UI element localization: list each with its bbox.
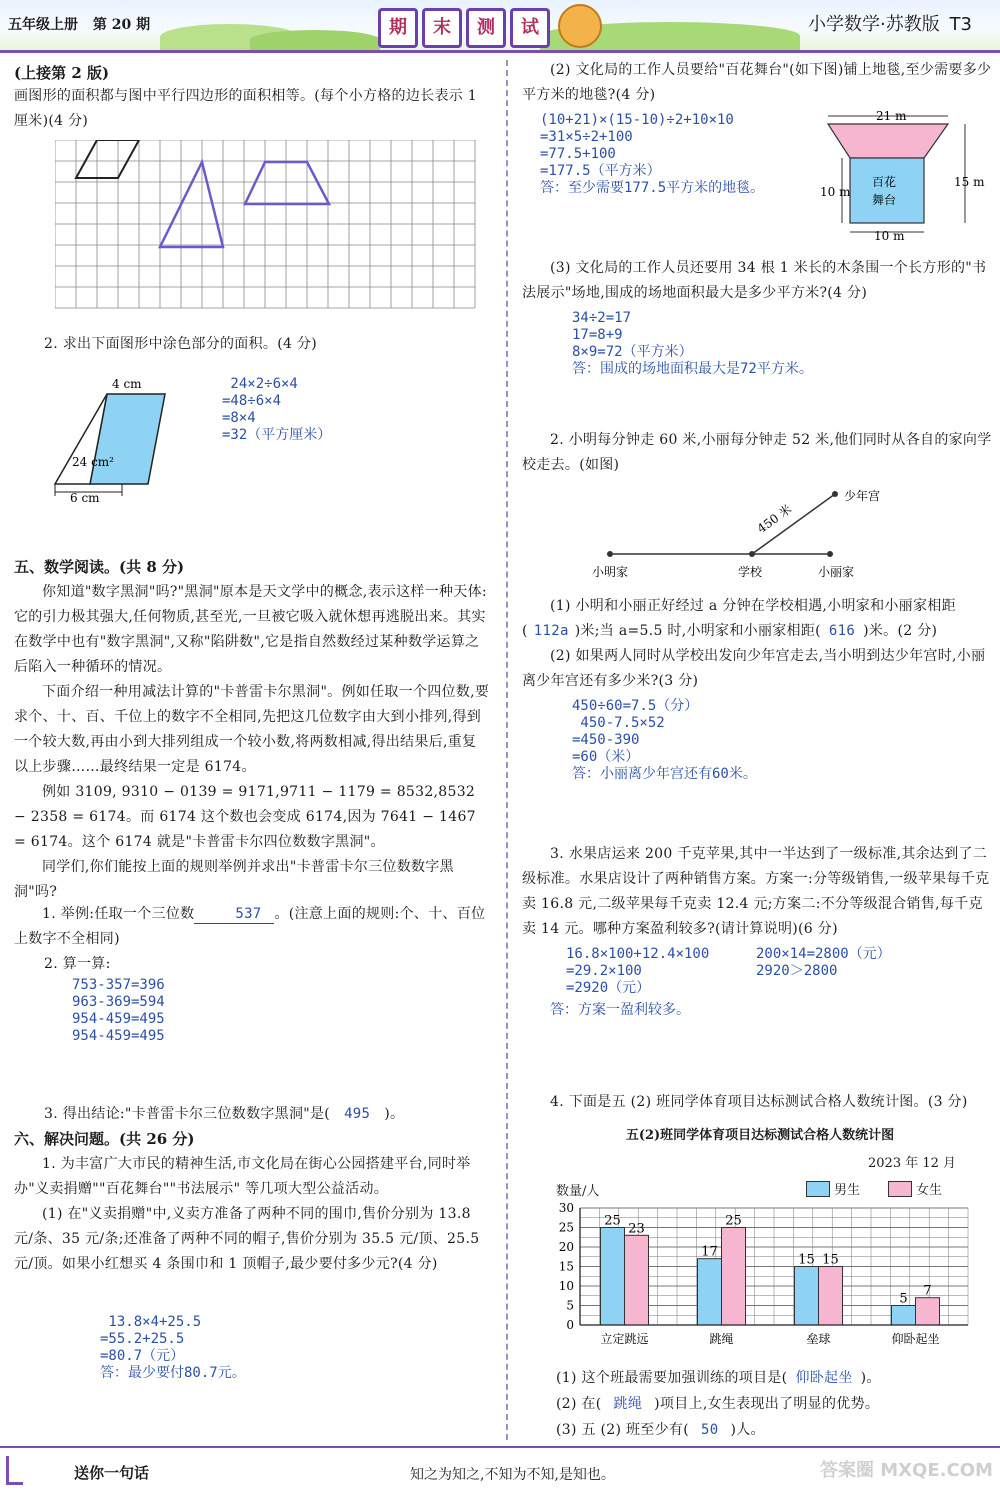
q2-title: 2. 求出下面图形中涂色部分的面积。(4 分) [44,336,317,352]
problem-1-3-answer: 34÷2=17 17=8+9 8×9=72（平方米） 答：围成的场地面积最大是72平方米。 [572,310,813,377]
grade-label: 五年级上册 [8,17,78,33]
problem-1-2-answer: (10+21)×(15-10)÷2+10×10 =31×5÷2+100 =77.5+100 =177.5（平方米） 答：至少需要177.5平方米的地毯。 [540,112,765,196]
footer-bracket-icon [6,1456,23,1485]
reading-paragraph-4: 同学们,你们能按上面的规则举例并求出"卡普雷卡尔三位数数字黑洞"吗? [14,859,454,900]
q1-suffix: 。(注意上面的规则:个、十、百位上数字不全相同) [14,906,486,947]
page-header [0,0,1000,53]
area-label: 24 cm² [72,455,114,469]
q3-suffix: )。 [384,1106,405,1122]
cq3-suffix: )人。 [730,1422,765,1438]
bottom-length-label: 6 cm [70,491,100,505]
q1-text: 画图形的面积都与图中平行四边形的面积相等。(每个小方格的边长表示 1 厘米)(4 分) [14,88,478,129]
problem-1-intro: 1. 为丰富广大市民的精神生活,市文化局在街心公园搭建平台,同时举办"义卖捐赠""百花舞台""书法展示" 等几项大型公益活动。 [14,1156,471,1197]
stage-name-line1: 百花 [872,175,897,189]
triangle-shape [160,162,223,247]
cq1-prefix: (1) 这个班最需要加强训练的项目是( [556,1370,788,1386]
top-length-label: 4 cm [112,377,142,391]
x-category-label: 跳绳 [709,1332,734,1346]
bar-girls [916,1298,940,1325]
section6-title: 六、解决问题。(共 26 分) [14,1130,195,1148]
black-hole-answer: 495 [344,1106,371,1122]
y-tick-label: 5 [566,1298,574,1313]
chart-question-3 [556,1418,765,1443]
hill-decoration [250,30,380,50]
xiaoming-home-label: 小明家 [592,565,629,579]
y-tick-label: 30 [558,1201,574,1215]
bar-girls [819,1267,843,1326]
cq3-prefix: (3) 五 (2) 班至少有( [556,1422,689,1438]
chart-title: 五(2)班同学体育项目达标测试合格人数统计图 [625,1128,895,1143]
reading-paragraph-3: 例如 3109, 9310 − 0139 = 9171,9711 − 1179 = 8532,8532 − 2358 = 6174。而 6174 这个数也会变成 6174,因为 7641 − 1467 = 6174。这个 6174 就是"卡普雷卡尔四位数数字黑洞"。 [14,784,476,850]
bar-value-label: 25 [604,1213,621,1229]
bar-girls [722,1228,746,1326]
footer-label: 送你一句话 [74,1464,150,1482]
lion-mascot-icon [558,4,602,48]
problem-4: 4. 下面是五 (2) 班同学体育项目达标测试合格人数统计图。(3 分) [550,1094,968,1110]
reading-paragraph-2: 下面介绍一种用减法计算的"卡普雷卡尔黑洞"。例如任取一个四位数,要求个、十、百、千位上的数字不全相同,先把这几位数字由大到小排列,得到一个较大数,再由小到大排列组成一个较小数,将两数相减,得出结果后,重复以上步骤……最终结果一定是 6174。 [14,684,490,775]
stage-top-label: 21 m [876,109,907,123]
trapezoid-shape [245,162,329,204]
bar-boys [698,1259,722,1325]
legend-girls-label: 女生 [916,1183,943,1198]
q2-answer: 24×2÷6×4 =48÷6×4 =8×4 =32（平方厘米） [222,376,332,443]
legend-girls-swatch [888,1181,912,1197]
bar-value-label: 15 [798,1252,815,1268]
reading-question-3 [44,1102,404,1127]
school-label: 学校 [738,565,763,579]
chart-question-2 [556,1392,879,1417]
problem-3-answer-a: 16.8×100+12.4×100 =29.2×100 =2920（元） [566,946,710,996]
girls-advantage-answer: 跳绳 [613,1396,643,1412]
bar-boys [601,1228,625,1326]
route-map [590,484,910,584]
stage-bottom-label: 10 m [874,229,905,242]
bar-value-label: 23 [628,1221,645,1237]
shaded-figure [50,372,180,508]
section5-title: 五、数学阅读。(共 8 分) [14,558,185,576]
continued-note: (上接第 2 版) [14,64,110,82]
x-category-label: 垒球 [806,1332,831,1346]
chart-y-axis-label: 数量/人 [556,1184,600,1199]
y-tick-label: 15 [558,1259,574,1274]
problem-1-3: (3) 文化局的工作人员还要用 34 根 1 米长的木条围一个长方形的"书法展示"场地,围成的场地面积最大是多少平方米?(4 分) [522,260,987,301]
bar-value-label: 17 [701,1244,718,1260]
problem-1-1: (1) 在"义卖捐赠"中,义卖方准备了两种不同的围巾,售价分别为 13.8 元/条、35 元/条;还准备了两种不同的帽子,售价分别为 35.5 元/顶、25.5 元/顶。如果小红想买 4 条围巾和 1 顶帽子,最少要付多少元?(4 分) [14,1206,480,1272]
q2-1-suffix: )米。(2 分) [863,623,938,639]
watermark: 答案圈 MXQE.COM [820,1460,993,1481]
bar-value-label: 5 [899,1291,908,1307]
cq2-suffix: )项目上,女生表现出了明显的优势。 [654,1396,880,1412]
distance-value-answer: 616 [828,623,856,639]
chart-question-1 [556,1366,881,1391]
problem-1-2: (2) 文化局的工作人员要给"百花舞台"(如下图)铺上地毯,至少需要多少平方米的地毯?(4 分) [522,62,992,103]
weakest-event-answer: 仰卧起坐 [795,1370,853,1386]
reading-question-1 [14,902,490,952]
legend-boys-label: 男生 [834,1183,861,1198]
issue-label: 第 20 期 [92,17,151,33]
class-size-answer: 50 [700,1422,719,1438]
cq1-suffix: )。 [860,1370,881,1386]
problem-3: 3. 水果店运来 200 千克苹果,其中一半达到了一级标准,其余达到了二级标准。水果店设计了两种销售方案。方案一:分等级销售,一级苹果每千克卖 16.8 元,二级苹果每千克卖 12.4 元;方案二:不分等级混合销售,每千克卖 14 元。哪种方案盈利较多?(请计算说明)(6 分) [522,846,990,937]
stage-name-line2: 舞台 [872,193,897,207]
y-tick-label: 25 [558,1220,574,1235]
cq2-prefix: (2) 在( [556,1396,602,1412]
bar-boys [892,1306,916,1326]
bar-value-label: 7 [923,1283,932,1299]
reading-question-2: 2. 算一算: [44,956,111,972]
column-divider [506,60,508,1440]
bar-chart [548,1198,978,1354]
bar-value-label: 25 [725,1213,742,1229]
footer-quote: 知之为知之,不知为不知,是知也。 [410,1467,615,1483]
bar-value-label: 15 [822,1252,839,1268]
bar-boys [795,1267,819,1326]
problem-3-conclusion: 答：方案一盈利较多。 [550,1002,690,1018]
q3-prefix: 3. 得出结论:"卡普雷卡尔三位数数字黑洞"是( [44,1106,331,1122]
reading-paragraph-1: 你知道"数字黑洞"吗?"黑洞"原本是天文学中的概念,表示这样一种天体:它的引力极其强大,任何物质,甚至光,一旦被它吸入就休想再逃脱出来。其实在数学中也有"数字黑洞",又称"陷阱数",它是指自然数经过某种数学运算之后陷入一种循环的情况。 [14,584,487,675]
x-category-label: 立定跳远 [600,1332,649,1346]
exam-tab-3: 测 [466,8,506,48]
legend-boys-swatch [806,1181,830,1197]
problem-2-2: (2) 如果两人同时从学校出发向少年宫走去,当小明到达少年宫时,小丽离少年宫还有多少米?(3 分) [522,648,986,689]
y-tick-label: 0 [566,1318,574,1332]
page-number: T3 [949,14,972,35]
stage-diagram [820,108,990,242]
distance-label: 450 米 [754,501,795,536]
problem-2-2-answer: 450÷60=7.5（分） 450-7.5×52 =450-390 =60（米） 答：小丽离少年宫还有60米。 [572,698,757,782]
youth-palace-label: 少年宫 [844,489,881,503]
problem-2: 2. 小明每分钟走 60 米,小丽每分钟走 52 米,他们同时从各自的家向学校走去。(如图) [522,432,992,473]
problem-2-1 [522,594,994,644]
stage-left-label: 10 m [820,185,851,199]
page-footer [0,1446,1000,1496]
parallelogram-shape [76,140,139,178]
y-tick-label: 10 [558,1279,574,1293]
x-category-label: 仰卧起坐 [891,1332,940,1346]
xiaoli-home-label: 小丽家 [818,565,855,579]
q2-1-middle: )米;当 a=5.5 时,小明家和小丽家相距( [574,623,821,639]
bar-girls [625,1235,649,1325]
example-number-answer: 537 [194,906,274,924]
chart-date: 2023 年 12 月 [868,1156,957,1171]
y-tick-label: 20 [558,1240,574,1254]
exam-tab-2: 末 [422,8,462,48]
q2-1-prefix: (1) 小明和小丽正好经过 a 分钟在学校相遇,小明家和小丽家相距( [522,598,956,639]
stage-right-label: 15 m [954,175,985,189]
calculation-answer: 753-357=396 963-369=594 954-459=495 954-459=495 [72,977,165,1044]
q1-prefix: 1. 举例:任取一个三位数 [42,906,195,922]
distance-expression-answer: 112a [533,623,569,639]
square-grid [55,140,479,316]
exam-tab-4: 试 [510,8,550,48]
exam-tab-1: 期 [378,8,418,48]
problem-1-1-answer: 13.8×4+25.5 =55.2+25.5 =80.7（元） 答：最少要付80.7元。 [100,1314,246,1381]
problem-3-answer-b: 200×14=2800（元） 2920＞2800 [756,946,891,979]
subject-label: 小学数学·苏教版 [808,14,940,35]
